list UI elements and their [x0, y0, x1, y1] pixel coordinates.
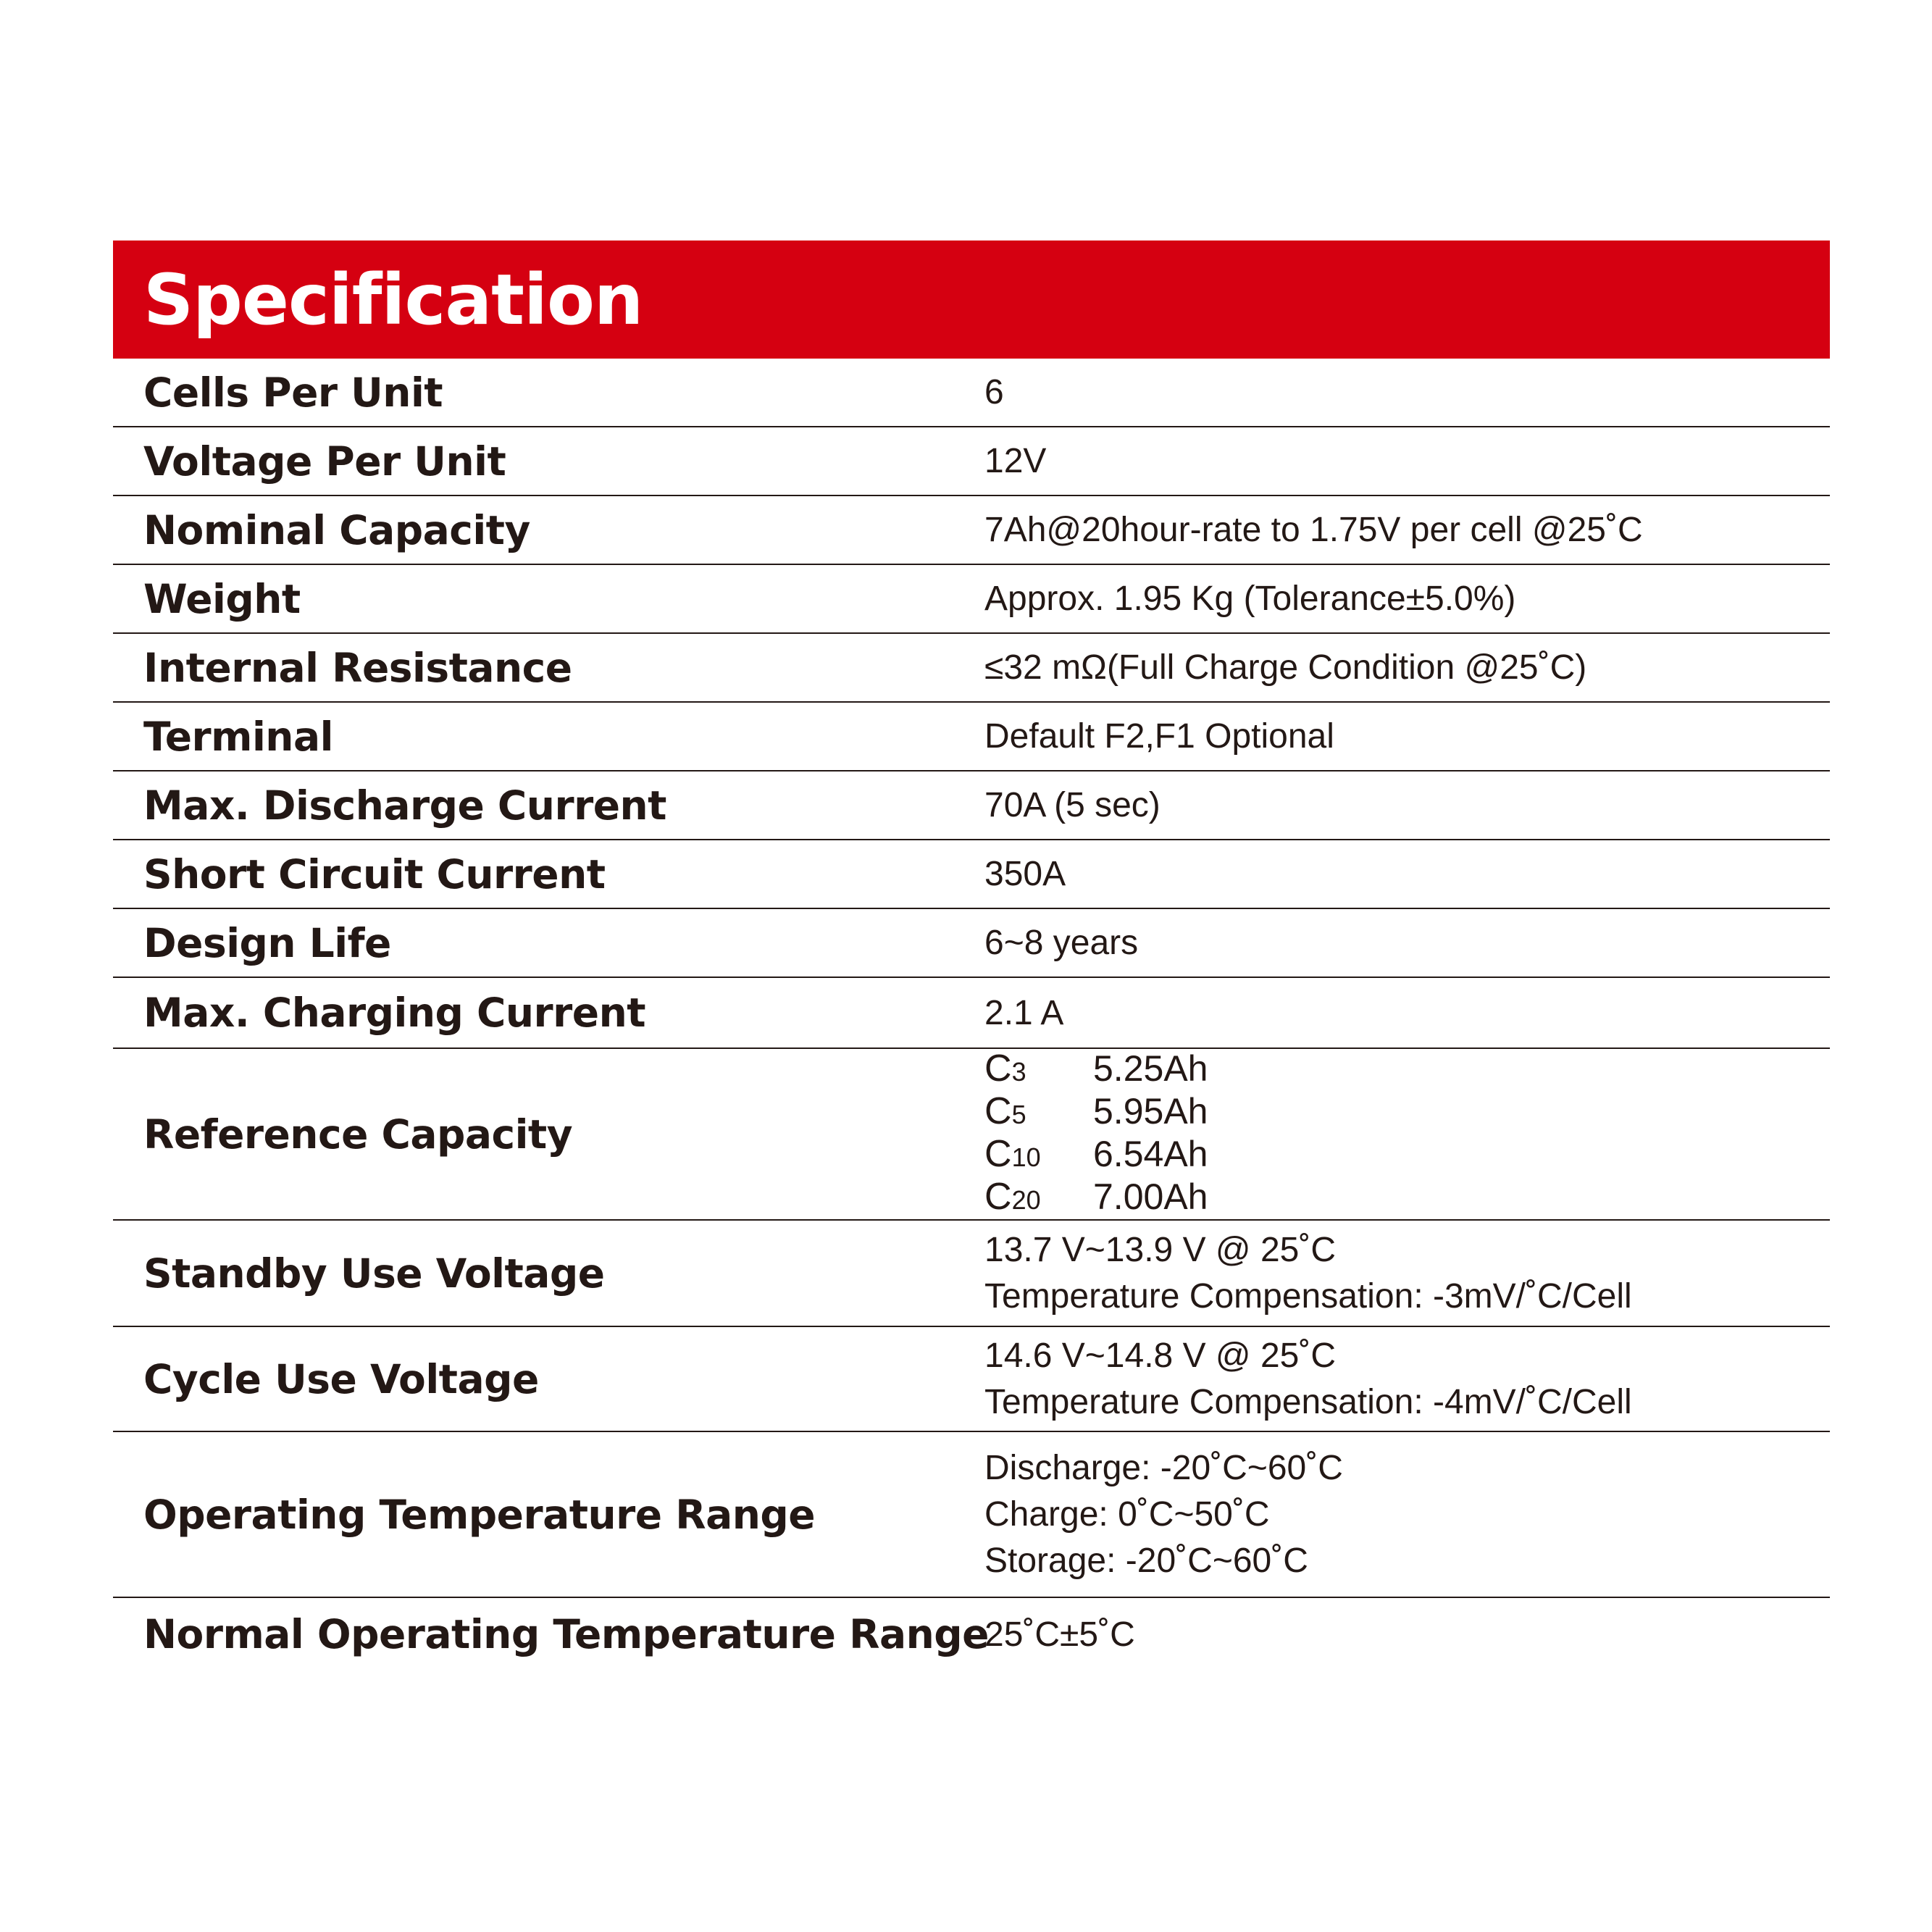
- value-line: Temperature Compensation: -3mV/˚C/Cell: [984, 1276, 1632, 1316]
- spec-row-cycle-use-voltage: [113, 1327, 1830, 1432]
- value-line: Discharge: -20˚C~60˚C: [984, 1448, 1343, 1487]
- spec-row-max-discharge-current: [113, 771, 1830, 840]
- value-line: Charge: 0˚C~50˚C: [984, 1494, 1270, 1534]
- capacity-value: 7.00Ah: [1093, 1176, 1208, 1217]
- spec-value: [984, 1227, 1830, 1320]
- spec-row-terminal: [113, 703, 1830, 771]
- spec-value: 6: [984, 373, 1004, 411]
- spec-value: 25˚C±5˚C: [984, 1615, 1135, 1654]
- spec-table: [113, 241, 1830, 1670]
- spec-row-voltage-per-unit: [113, 427, 1830, 496]
- spec-value: 7Ah@20hour-rate to 1.75V per cell @25˚C: [984, 511, 1643, 549]
- spec-value: 6~8 years: [984, 924, 1139, 962]
- spec-value: 70A (5 sec): [984, 786, 1161, 824]
- spec-row-normal-operating-temperature-range: [113, 1598, 1830, 1670]
- spec-value: [984, 1333, 1830, 1426]
- spec-label: Voltage Per Unit: [143, 438, 506, 485]
- spec-row-design-life: [113, 909, 1830, 978]
- spec-row-nominal-capacity: [113, 496, 1830, 565]
- capacity-value: 5.25Ah: [1093, 1047, 1208, 1089]
- spec-value: [984, 1049, 1830, 1220]
- spec-label: Normal Operating Temperature Range: [143, 1611, 989, 1657]
- spec-label: Cycle Use Voltage: [143, 1355, 539, 1402]
- capacity-symbol: C20: [984, 1175, 1041, 1218]
- value-line: 14.6 V~14.8 V @ 25˚C: [984, 1336, 1337, 1375]
- spec-value: ≤32 mΩ(Full Charge Condition @25˚C): [984, 648, 1587, 687]
- spec-value: Default F2,F1 Optional: [984, 717, 1334, 756]
- capacity-symbol: C3: [984, 1047, 1026, 1090]
- spec-label: Cells Per Unit: [143, 369, 443, 416]
- spec-label: Design Life: [143, 919, 391, 966]
- spec-label: Max. Charging Current: [143, 990, 646, 1036]
- spec-value: [984, 1445, 1830, 1584]
- reference-capacity-list: [984, 1049, 1830, 1220]
- spec-label: Operating Temperature Range: [143, 1491, 816, 1538]
- capacity-value: 5.95Ah: [1093, 1090, 1208, 1132]
- spec-row-internal-resistance: [113, 634, 1830, 703]
- spec-label: Weight: [143, 575, 301, 622]
- value-line: Storage: -20˚C~60˚C: [984, 1541, 1308, 1580]
- spec-label: Terminal: [143, 713, 333, 760]
- spec-row-cells-per-unit: [113, 359, 1830, 427]
- spec-row-reference-capacity: [113, 1049, 1830, 1221]
- spec-label: Reference Capacity: [143, 1111, 573, 1158]
- spec-label: Max. Discharge Current: [143, 782, 666, 829]
- spec-label: Standby Use Voltage: [143, 1250, 605, 1297]
- spec-row-short-circuit-current: [113, 840, 1830, 909]
- value-line: Temperature Compensation: -4mV/˚C/Cell: [984, 1382, 1632, 1421]
- spec-value: Approx. 1.95 Kg (Tolerance±5.0%): [984, 580, 1516, 618]
- spec-label: Internal Resistance: [143, 644, 572, 691]
- spec-row-operating-temperature-range: [113, 1432, 1830, 1598]
- spec-header: [113, 241, 1830, 359]
- spec-row-standby-use-voltage: [113, 1221, 1830, 1327]
- spec-value: 350A: [984, 855, 1066, 893]
- spec-label: Short Circuit Current: [143, 850, 606, 898]
- capacity-value: 6.54Ah: [1093, 1133, 1208, 1174]
- page-title: Specification: [143, 259, 643, 340]
- spec-value: 2.1 A: [984, 993, 1064, 1032]
- spec-row-max-charging-current: [113, 978, 1830, 1049]
- spec-label: Nominal Capacity: [143, 506, 530, 553]
- spec-row-weight: [113, 565, 1830, 634]
- spec-value: 12V: [984, 442, 1047, 480]
- capacity-symbol: C10: [984, 1132, 1041, 1175]
- value-line: 13.7 V~13.9 V @ 25˚C: [984, 1230, 1337, 1269]
- capacity-symbol: C5: [984, 1090, 1026, 1132]
